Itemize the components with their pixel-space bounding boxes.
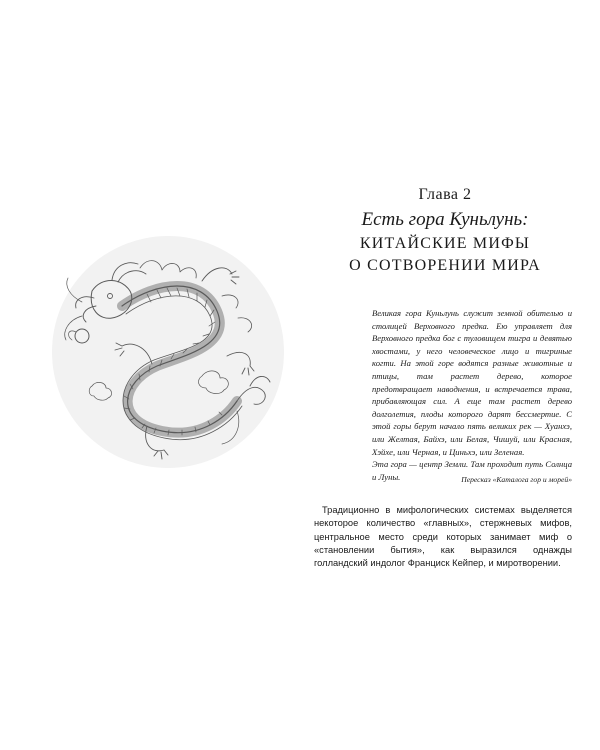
chapter-title: Есть гора Куньлунь: (361, 209, 529, 230)
epigraph-paragraph: Эта гора — центр Земли. Там проходит путь Солнца и Луны. (372, 459, 572, 482)
chapter-subtitle-line2: О СОТВОРЕНИИ МИРА (349, 257, 541, 274)
chapter-label: Глава 2 (418, 186, 472, 203)
dragon-illustration (52, 236, 284, 468)
body-text (314, 504, 572, 570)
epigraph-source: Пересказ «Каталога гор и морей» (461, 475, 572, 484)
epigraph-paragraph: Великая гора Куньлунь служит земной обителью и столицей Верховного предка. Ею управляет для Верховного предка бог с туловищем тигра и девятью хвостами, у него человеческое лицо и тигриные когти. На этой горе водятся разные животные и птицы, там растет дерево, которое предотвращает наводнения, и встречается трава, прибавляющая сил. А еще там растет дерево долголетия, плоды которого дарят бессмертие. С этой горы берут начало пять великих рек — Хуанхэ, или Желтая, Байхэ, или Белая, Чишуй, или Красная, Хэйхе, или Черная, и Циньхэ, или Зеленая. (372, 308, 572, 457)
chapter-subtitle-line1: КИТАЙСКИЕ МИФЫ (359, 235, 531, 252)
body-paragraph: Традиционно в мифологических системах выделяется некоторое количество «главных», стержневых мифов, центральное место среди которых занимает миф о «становлении бытия», как выразился однажды голландский индолог Франциск Кейпер, и миротворении. (314, 505, 572, 569)
epigraph (372, 307, 572, 483)
dragon-icon (52, 236, 284, 468)
